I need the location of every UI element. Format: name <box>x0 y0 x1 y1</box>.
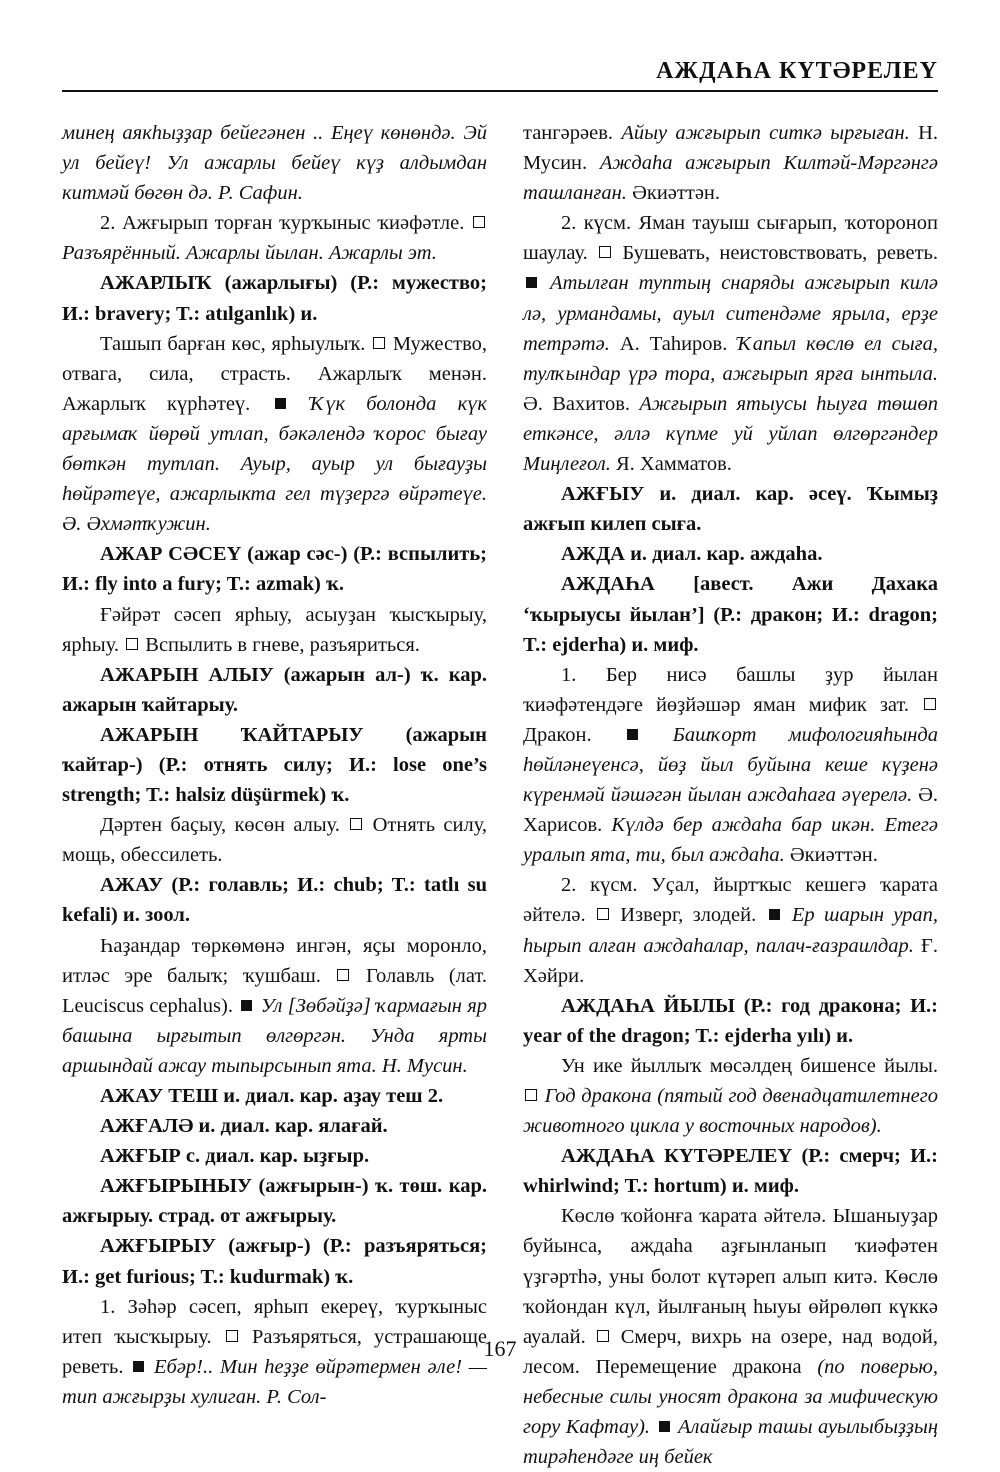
entry-azhdaha-sense-2: 2. күсм. Уҫал, йыртҡыс кешегә ҡарата әйтелә. Изверг, злодей. Ер шарын урап, һырып алған аждаһалар, палач-ғазраилдар. Ғ. Хәйри. <box>523 874 939 987</box>
page-number: 167 <box>483 1336 517 1361</box>
black-square-icon <box>769 909 780 920</box>
entry-azhgyu: АЖҒЫУ и. диал. кар. әсеү. Ҡымыҙ ажғып килеп сыға. <box>523 483 938 536</box>
entry-continuation: минең аякһыҙҙар бейегәнен .. Еңеү көнөндә. Эй ул бейеү! Ул ажарлы бейеү күҙ алдымдан китмәй бөгөн дә. Р. Сафин. <box>62 122 487 205</box>
entry-azhdaha-yyly: АЖДАҺА ЙЫЛЫ (Р.: год дракона; И.: year of the dragon; T.: ejderha yılı) и. <box>523 994 938 1047</box>
entry-azhgale: АЖҒАЛӘ и. диал. кар. ялағай. <box>100 1115 388 1138</box>
entry-azharyn-kaytaryu-def: Дәртен баҫыу, көсөн алыу. Отнять силу, мощь, обессилеть. <box>62 814 488 867</box>
entry-azhgyryu: АЖҒЫРЫУ (ажғыр-) (Р.: разъяряться; И.: get furious; T.: kudurmak) ҡ. <box>62 1235 487 1288</box>
square-icon <box>473 216 485 228</box>
square-icon <box>597 908 609 920</box>
entry-azhau-def: Һаҙандар төркөмөнә ингән, яҫы моронло, итләс эре балыҡ; ҡушбаш. Голавль (лат. Leuciscus cephalus). Ул [Зөбәйҙә] ҡармағын яр башына ырғытып өлгөргән. Унда ярты аршындай ажау тыпырсынып ята. Н. Мусин. <box>62 934 487 1077</box>
black-square-icon <box>275 398 286 409</box>
square-icon <box>373 337 385 349</box>
black-square-icon <box>627 729 638 740</box>
entry-azhgyr: АЖҒЫР с. диал. кар. ыҙғыр. <box>100 1145 370 1168</box>
entry-azhdaha-kutereleu: АЖДАҺА КҮТӘРЕЛЕҮ (Р.: смерч; И.: whirlwind; T.: hortum) и. миф. <box>523 1145 938 1198</box>
entry-azhda: АЖДА и. диал. кар. аждаһа. <box>561 543 823 566</box>
entry-azharyn-alyu: АЖАРЫН АЛЫУ (ажарын ал-) ҡ. кар. ажарын ҡайтарыу. <box>62 663 487 716</box>
entry-azhdaha-yyly-def: Ун ике йыллыҡ мөсәлдең бишенсе йылы. Год дракона (пятый год двенадцатилетнего животного цикла у восточных народов). <box>523 1054 938 1138</box>
black-square-icon <box>241 1000 252 1011</box>
square-icon <box>350 818 362 830</box>
entry-azhau-tesh: АЖАУ ТЕШ и. диал. кар. аҙау теш 2. <box>100 1085 444 1107</box>
entry-azharlyk-def: Ташып барған көс, ярһыулыҡ. Мужество, отвага, сила, страсть. Ажарлыҡ менән. Ажарлыҡ күрһәтеү. Ҡүк болонда күк арғымаҡ йөрөй утлап, бәкәлендә ҡорос бығау бөткән тутлап. Ауыр, ауыр ул бығауҙы һөйрәтеүе, ажарлыкта гел түҙергә өйрәтеүе. Ә. Әхмәтҡужин. <box>62 332 488 536</box>
sense-2: 2. күсм. Яман тауыш сығарып, ҡотороноп шаулау. Бушевать, неистовствовать, реветь. Атылған туптың снаряды ажғырып килә лә, урмандамы, ауыл ситендәме ярыла, ерҙе тетрәтә. А. Таһиров. Ҡапыл көслө ел сыға, тулҡындар үрә тора, ажғырып ярға ынтыла. Ә. Вахитов. Ажғырып ятыусы һыуға төшөп еткәнсе, әллә күпме уй уйлап өлгөргәндер Миңлеғол. Я. Хамматов. <box>523 212 939 476</box>
square-icon <box>337 969 349 981</box>
sense-2: 2. Ажғырып торған ҡурҡыныс ҡиәфәтле. Разъярённый. Ажарлы йылан. Ажарлы эт. <box>62 208 487 268</box>
entry-azhdaha-sense-1: 1. Бер нисә башлы ҙур йылан ҡиәфәтендәге йөҙйәшәр яман мифик зат. Дракон. Башҡорт мифологияһында һөйләнеүенсә, йөҙ йыл буйына кеше күҙенә күренмәй йәшәгән йылан аждаһаға әүерелә. Ә. Харисов. Күлдә бер аждаһа бар икән. Етегә уралып ята, ти, был аждаһа. Әкиәттән. <box>523 663 939 867</box>
left-column <box>62 118 487 1412</box>
entry-azhgyryu-sense-1: 1. Зәһәр сәсеп, ярһып екереү, ҡурҡыныс итеп ҡысҡырыу. Разъяряться, устрашающе реветь. Ебәр!.. Мин һеҙҙе өйрәтермен әле! — тип ажғырҙы хулиган. Р. Сол- <box>62 1295 488 1408</box>
entry-azharlyk: АЖАРЛЫҠ (ажарлығы) (Р.: мужество; И.: bravery; T.: atılganlık) и. <box>62 272 487 325</box>
entry-azhgyrynyu: АЖҒЫРЫНЫУ (ажғырын-) ҡ. төш. кар. ажғырыу. страд. от ажғырыу. <box>62 1175 487 1228</box>
entry-azhar-sesew-def: Ғәйрәт сәсеп ярһыу, асыуҙан ҡысҡырыу, ярһыу. Вспылить в гневе, разъяриться. <box>62 603 487 656</box>
right-column <box>523 118 938 1472</box>
entry-azhar-sesew: АЖАР СӘСЕҮ (ажар сәс-) (Р.: вспылить; И.: fly into a fury; T.: azmak) ҡ. <box>62 543 487 596</box>
square-icon <box>525 1089 537 1101</box>
entry-azhau: АЖАУ (Р.: голавль; И.: chub; T.: tatlı su kefali) и. зоол. <box>62 874 487 927</box>
black-square-icon <box>526 277 537 288</box>
header-rule <box>62 90 938 92</box>
entry-continuation: тангәрәев. Айыу ажғырып ситкә ырғыған. Н. Мусин. Аждаһа ажғырып Килтәй-Мәргәнгә ташланған. Әкиәттән. <box>523 122 939 205</box>
square-icon <box>126 638 138 650</box>
running-header: АЖДАҺА КҮТӘРЕЛЕҮ <box>656 58 938 84</box>
square-icon <box>599 246 611 258</box>
black-square-icon <box>659 1421 670 1432</box>
entry-azharyn-kaytaryu: АЖАРЫН ҠАЙТАРЫУ (ажарын ҡайтар-) (Р.: отнять силу; И.: lose one’s strength; T.: halsiz düşürmek) ҡ. <box>62 723 487 807</box>
black-square-icon <box>133 1361 144 1372</box>
square-icon <box>924 698 936 710</box>
entry-azhdaha: АЖДАҺА [авест. Ажи Дахака ‘ҡырыусы йылан’] (Р.: дракон; И.: dragon; T.: ejderha) и. миф. <box>523 573 938 656</box>
entry-azhdaha-kutereleu-def: Көслө ҡойонға ҡарата әйтелә. Ышаныуҙар буйынса, аждаһа аҙғынланып ҡиәфәтен үҙгәртһә, уны болот күтәреп алып китә. Көслө ҡойондан күл, йылғаның һыуы өйрөлөп күккә ауалай. Смерч, вихрь на озере, над водой, лесом. Перемещение дракона (по поверью, небесные силы уносят дракона за мифическую гору Кафтау). Алайғыр ташы ауылыбыҙҙың тирәһендәге иң бейек <box>523 1205 939 1469</box>
